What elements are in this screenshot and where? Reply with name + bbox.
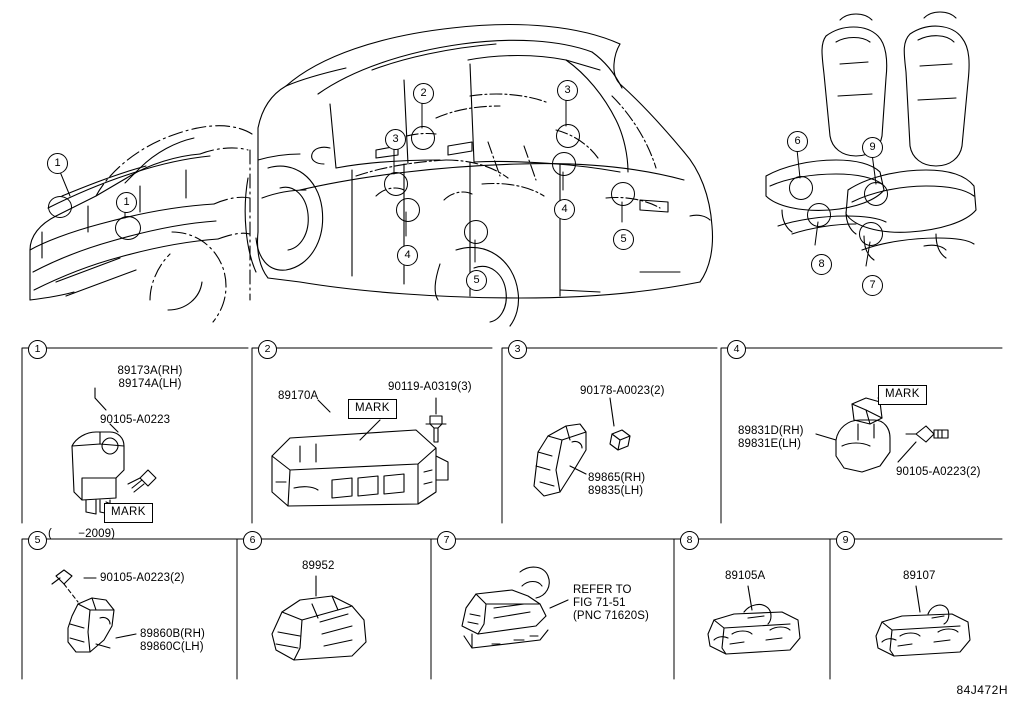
part-illustration-8 [708,586,800,654]
refer-to-line-1: REFER TO [573,584,632,596]
part-illustration-4 [816,398,948,472]
callout-bubble-6[interactable]: 6 [787,131,808,152]
part-number-89835-lh: 89835(LH) [588,485,644,497]
callout-bubble-5b[interactable]: 5 [466,270,487,291]
ringmark-8 [807,203,831,227]
mark-label-section-4: MARK [878,385,927,405]
ringmark-4a [552,152,576,176]
ringmark-9 [864,182,888,206]
callout-bubble-4b[interactable]: 4 [397,245,418,266]
section-number-6[interactable]: 6 [243,531,262,550]
mark-label-section-1: MARK [104,503,153,523]
part-number-90105-a0223-qty2: 90105-A0223(2) [896,466,981,478]
ringmark-4b [396,198,420,222]
section-number-2[interactable]: 2 [258,340,277,359]
refer-to-line-3: (PNC 71620S) [573,610,649,622]
part-illustration-6 [272,576,366,660]
callout-bubble-9[interactable]: 9 [862,137,883,158]
ringmark-5b [464,220,488,244]
part-number-89952: 89952 [302,560,335,572]
part-number-89865-rh: 89865(RH) [588,472,646,484]
part-number-89105a: 89105A [725,570,766,582]
part-illustration-1 [72,388,156,514]
section-5-year-note: ( −2009) [48,528,116,540]
ringmark-5a [611,182,635,206]
callout-bubble-4a[interactable]: 4 [554,199,575,220]
part-number-89173a-rh: 89173A(RH) [117,365,183,377]
part-number-89831e-lh: 89831E(LH) [738,438,802,450]
callout-bubble-5a[interactable]: 5 [613,229,634,250]
callout-bubble-2[interactable]: 2 [413,83,434,104]
section-number-5[interactable]: 5 [28,531,47,550]
part-illustration-9 [876,586,970,656]
callout-bubble-1b[interactable]: 1 [116,192,137,213]
mark-label-section-2: MARK [348,399,397,419]
section-number-3[interactable]: 3 [508,340,527,359]
section-number-9[interactable]: 9 [836,531,855,550]
ringmark-2 [411,126,435,150]
section-number-8[interactable]: 8 [680,531,699,550]
section-number-1[interactable]: 1 [28,340,47,359]
part-number-90105-a0223: 90105-A0223 [100,414,171,426]
part-number-89174a-lh: 89174A(LH) [118,378,182,390]
part-number-90178-a0023: 90178-A0023(2) [580,385,665,397]
ringmark-3a [556,124,580,148]
part-number-89831d-rh: 89831D(RH) [738,425,804,437]
section-number-7[interactable]: 7 [437,531,456,550]
callout-bubble-1a[interactable]: 1 [47,153,68,174]
part-number-89860c-lh: 89860C(LH) [140,641,204,653]
part-number-89170a: 89170A [278,390,319,402]
callout-bubble-3b[interactable]: 3 [385,129,406,150]
callout-bubble-3a[interactable]: 3 [557,80,578,101]
part-number-90105-a0223-section5: 90105-A0223(2) [100,572,185,584]
part-number-89107: 89107 [903,570,936,582]
ringmark-7 [859,222,883,246]
callout-bubble-7[interactable]: 7 [862,275,883,296]
section-number-4[interactable]: 4 [727,340,746,359]
ringmark-3b [384,172,408,196]
diagram-code: 84J472H [956,683,1008,697]
part-number-89860b-rh: 89860B(RH) [140,628,205,640]
callout-bubble-8[interactable]: 8 [811,254,832,275]
part-illustration-7 [462,567,568,648]
part-number-90119-a0319: 90119-A0319(3) [388,381,472,393]
refer-to-line-2: FIG 71-51 [573,597,626,609]
ringmark-1a [48,196,72,218]
ringmark-6 [789,176,813,200]
ringmark-1b [115,216,141,240]
